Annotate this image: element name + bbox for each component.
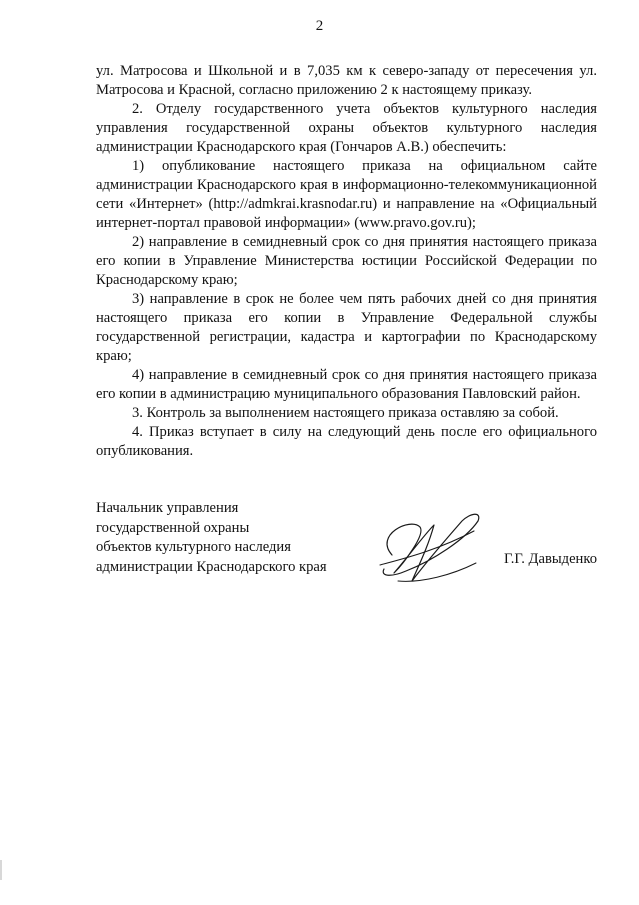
signer-title-line: администрации Краснодарского края (96, 558, 327, 575)
signature-stroke (383, 514, 479, 581)
paragraph-continuation: ул. Матросова и Школьной и в 7,035 км к северо-западу от пересечения ул. Матросова и Красной, согласно приложению 2 к настоящему приказу. (96, 63, 597, 98)
handwritten-signature (362, 505, 488, 587)
signer-title-line: Начальник управления (96, 500, 239, 516)
signer-title (96, 499, 327, 577)
paragraph-subitem-3: 3) направление в срок не более чем пять рабочих дней со дня принятия настоящего приказа его копии в Управление Федеральной службы государственной регистрации, кадастра и картографии по Краснодарскому краю; (96, 291, 597, 364)
paragraph-item-2: 2. Отделу государственного учета объектов культурного наследия управления государственной охраны объектов культурного наследия администрации Краснодарского края (Гончаров А.В.) обеспечить: (96, 101, 597, 155)
body-text (96, 62, 597, 461)
paragraph-subitem-1: 1) опубликование настоящего приказа на официальном сайте администрации Краснодарского края в информационно-телекоммуникационной сети «Интернет» (http://admkrai.krasnodar.ru) и направление на «Официальный интернет-портал правовой информации» (www.pravo.gov.ru); (96, 158, 597, 231)
paragraph-subitem-2: 2) направление в семидневный срок со дня принятия настоящего приказа его копии в Управление Министерства юстиции Российской Федерации по Краснодарскому краю; (96, 234, 597, 288)
paragraph-item-3: 3. Контроль за выполнением настоящего приказа оставляю за собой. (132, 405, 559, 421)
signature-stroke (398, 563, 476, 581)
paragraph-item-4: 4. Приказ вступает в силу на следующий день после его официального опубликования. (96, 424, 597, 459)
signer-name: Г.Г. Давыденко (503, 551, 597, 567)
signer-title-line: объектов культурного наследия (96, 539, 291, 555)
paragraph-subitem-4: 4) направление в семидневный срок со дня принятия настоящего приказа его копии в администрацию муниципального образования Павловский район. (96, 367, 597, 402)
signature-stroke (380, 531, 474, 565)
signature-block (96, 499, 597, 589)
scan-edge-mark (0, 860, 2, 880)
signer-title-line: государственной охраны (96, 519, 250, 536)
page-number: 2 (315, 18, 324, 34)
